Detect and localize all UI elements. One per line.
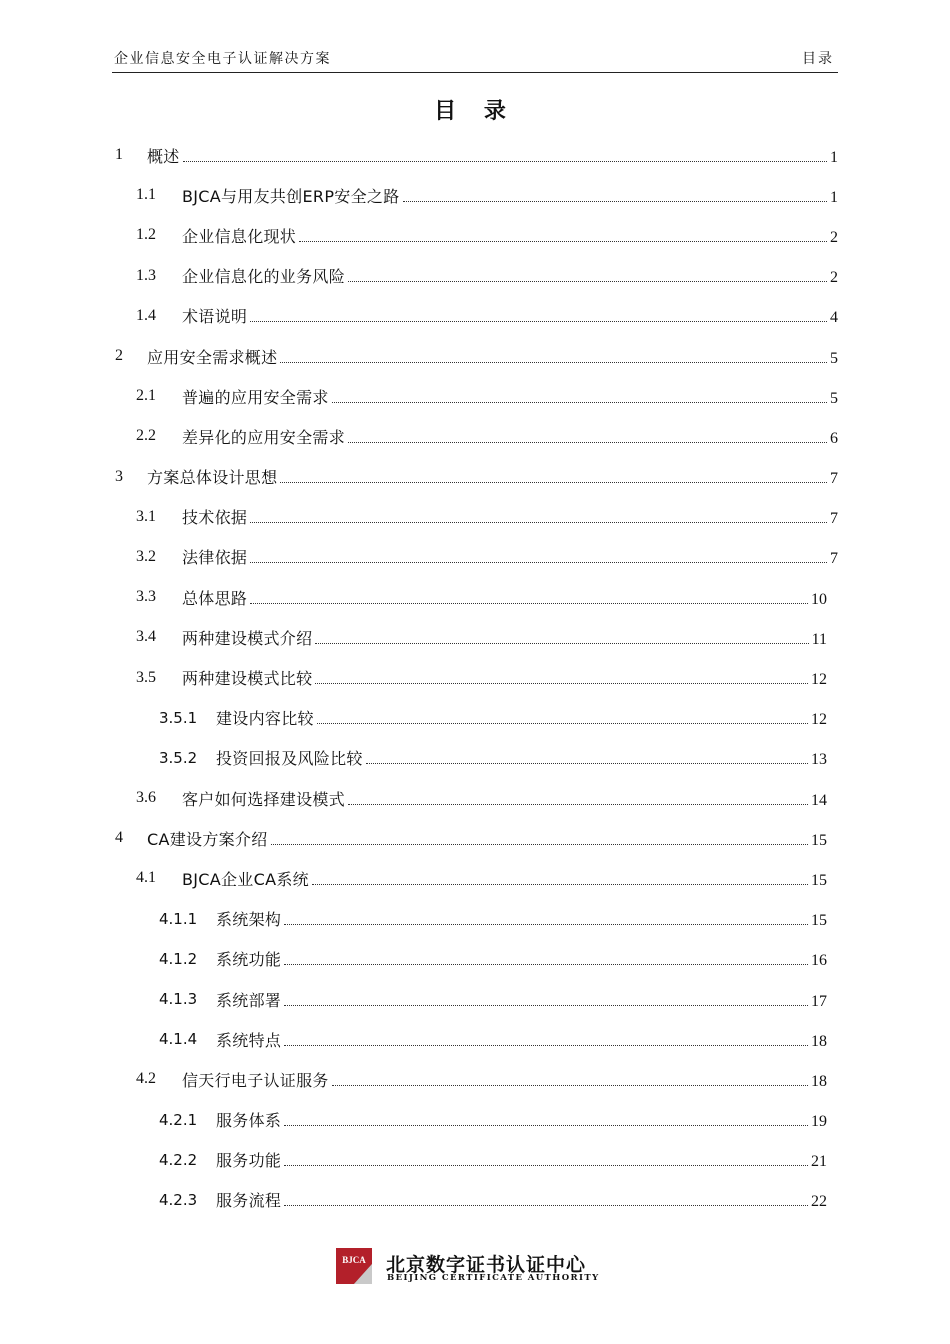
toc-entry-number: 1: [115, 146, 123, 164]
dot-leader: [317, 722, 808, 724]
toc-entry-page: 19: [811, 1113, 827, 1131]
toc-entry-number: 4.2.3: [159, 1190, 198, 1209]
toc-entry[interactable]: [112, 577, 838, 617]
toc-entry-page: 22: [811, 1193, 827, 1211]
toc-entry-page: 11: [811, 630, 827, 648]
toc-entry-page: 4: [830, 309, 838, 327]
toc-entry[interactable]: [112, 215, 838, 255]
toc-entry-title: 建设内容比较: [216, 709, 314, 729]
toc-entry-number: 3.1: [136, 507, 156, 525]
toc-entry-title: 术语说明: [182, 307, 248, 327]
bjca-logo-icon: [336, 1248, 372, 1284]
dot-leader: [250, 602, 808, 604]
toc-entry-title: 普遍的应用安全需求: [182, 387, 329, 407]
toc-entry-number: 4.1.3: [159, 990, 198, 1009]
toc-entry-title: BJCA与用友共创ERP安全之路: [182, 186, 400, 206]
toc-entry-number: 4.2.2: [159, 1150, 198, 1169]
toc-entry[interactable]: [112, 1059, 838, 1099]
toc-entry-title: 服务流程: [216, 1191, 282, 1211]
toc-entry[interactable]: [112, 537, 838, 577]
toc-entry-title: CA建设方案介绍: [147, 829, 268, 849]
toc-entry-page: 15: [811, 831, 827, 849]
toc-entry-page: 5: [830, 349, 838, 367]
toc-entry-page: 13: [811, 751, 827, 769]
dot-leader: [284, 1004, 808, 1006]
toc-entry[interactable]: [112, 1019, 838, 1059]
toc-entry-title: 方案总体设计思想: [147, 468, 278, 488]
toc-entry-title: 企业信息化的业务风险: [182, 267, 346, 287]
toc-entry[interactable]: [112, 296, 838, 336]
toc-entry-page: 7: [830, 550, 838, 568]
toc-entry-number: 3.5.2: [159, 748, 198, 767]
toc-entry-page: 1: [830, 148, 838, 166]
toc-entry-page: 2: [830, 228, 838, 246]
org-name-en: BEIJING CERTIFICATE AUTHORITY: [387, 1273, 600, 1283]
toc-entry-page: 5: [830, 389, 838, 407]
toc-entry-number: 1.4: [136, 306, 156, 324]
toc-entry-title: 概述: [147, 146, 180, 166]
toc-entry[interactable]: [112, 1140, 838, 1180]
dot-leader: [284, 1044, 808, 1046]
toc-entry[interactable]: [112, 135, 838, 175]
dot-leader: [250, 521, 827, 523]
toc-entry-number: 3.2: [136, 547, 156, 565]
toc-entry-page: 17: [811, 992, 827, 1010]
toc-entry-title: 法律依据: [182, 548, 248, 568]
toc-entry-number: 4.1.4: [159, 1030, 198, 1049]
toc-entry-number: 3.5: [136, 668, 156, 686]
toc-entry-number: 2.2: [136, 427, 156, 445]
toc-entry-number: 4.1.2: [159, 949, 198, 968]
toc-entry-page: 10: [811, 590, 827, 608]
toc-entry[interactable]: [112, 497, 838, 537]
toc-entry-page: 1: [830, 188, 838, 206]
toc-entry-page: 12: [811, 711, 827, 729]
toc-entry-title: 差异化的应用安全需求: [182, 427, 346, 447]
dot-leader: [315, 642, 808, 644]
toc-entry-number: 1.2: [136, 226, 156, 244]
toc-entry-page: 16: [811, 952, 827, 970]
toc-entry-title: 企业信息化现状: [182, 226, 297, 246]
dot-leader: [280, 361, 827, 363]
toc-entry-number: 2: [115, 347, 123, 365]
footer-logo: [336, 1248, 616, 1288]
toc-entry[interactable]: [112, 899, 838, 939]
toc-entry-page: 7: [830, 470, 838, 488]
toc-entry-page: 18: [811, 1032, 827, 1050]
toc-entry-page: 15: [811, 871, 827, 889]
toc-entry[interactable]: [112, 1180, 838, 1220]
toc-entry-number: 3: [115, 467, 123, 485]
header-doc-title: 企业信息安全电子认证解决方案: [114, 51, 331, 67]
toc-entry-title: 系统功能: [216, 950, 282, 970]
dot-leader: [250, 561, 827, 563]
toc-entry[interactable]: [112, 1100, 838, 1140]
toc-entry[interactable]: [112, 818, 838, 858]
dot-leader: [332, 1084, 808, 1086]
toc-entry-title: 信天行电子认证服务: [182, 1070, 329, 1090]
dot-leader: [284, 1164, 808, 1166]
toc-entry[interactable]: [112, 657, 838, 697]
toc-entry-title: 两种建设模式介绍: [182, 628, 313, 648]
dot-leader: [348, 280, 827, 282]
toc-entry[interactable]: [112, 175, 838, 215]
toc-entry-title: 两种建设模式比较: [182, 669, 313, 689]
toc-entry[interactable]: [112, 617, 838, 657]
org-name-cn: 北京数字证书认证中心: [386, 1254, 587, 1276]
toc-entry-number: 3.4: [136, 628, 156, 646]
toc-entry[interactable]: [112, 778, 838, 818]
dot-leader: [366, 762, 808, 764]
dot-leader: [280, 481, 827, 483]
toc-entry-title: 应用安全需求概述: [147, 347, 278, 367]
dot-leader: [348, 803, 808, 805]
toc-entry-number: 4.2: [136, 1070, 156, 1088]
toc-entry-number: 3.5.1: [159, 708, 198, 727]
toc-entry[interactable]: [112, 858, 838, 898]
toc-entry-number: 3.6: [136, 789, 156, 807]
toc-entry-title: 投资回报及风险比较: [216, 749, 363, 769]
toc-entry-number: 1.3: [136, 266, 156, 284]
toc-entry-page: 21: [811, 1153, 827, 1171]
toc-entry[interactable]: [112, 416, 838, 456]
toc-entry-title: 总体思路: [182, 588, 248, 608]
dot-leader: [284, 963, 808, 965]
toc-entry-title: 系统部署: [216, 990, 282, 1010]
dot-leader: [312, 883, 808, 885]
toc-entry[interactable]: [112, 698, 838, 738]
page-title: 目 录: [434, 99, 516, 124]
toc-entry-title: 技术依据: [182, 508, 248, 528]
dot-leader: [348, 441, 827, 443]
dot-leader: [284, 1124, 808, 1126]
toc-entry-page: 2: [830, 269, 838, 287]
toc-entry-page: 15: [811, 912, 827, 930]
dot-leader: [315, 682, 808, 684]
toc-entry-number: 1.1: [136, 186, 156, 204]
toc-entry[interactable]: [112, 376, 838, 416]
toc-entry-title: 系统特点: [216, 1030, 282, 1050]
dot-leader: [271, 843, 808, 845]
toc-entry[interactable]: [112, 457, 838, 497]
toc-entry-title: 客户如何选择建设模式: [182, 789, 346, 809]
toc-entry-page: 7: [830, 510, 838, 528]
toc-entry[interactable]: [112, 979, 838, 1019]
dot-leader: [284, 923, 808, 925]
dot-leader: [332, 401, 827, 403]
toc-entry-number: 4: [115, 829, 123, 847]
toc-entry[interactable]: [112, 256, 838, 296]
toc-entry-page: 12: [811, 671, 827, 689]
toc-entry[interactable]: [112, 939, 838, 979]
toc-entry-number: 3.3: [136, 588, 156, 606]
toc-entry-title: BJCA企业CA系统: [182, 869, 309, 889]
toc-entry-title: 服务体系: [216, 1111, 282, 1131]
dot-leader: [250, 320, 827, 322]
toc-entry-number: 4.1: [136, 869, 156, 887]
toc-entry-number: 4.1.1: [159, 909, 198, 928]
toc-entry-number: 2.1: [136, 387, 156, 405]
logo-mark-text: BJCA: [342, 1255, 366, 1265]
toc-entry[interactable]: [112, 336, 838, 376]
dot-leader: [284, 1204, 808, 1206]
toc-entry-number: 4.2.1: [159, 1110, 198, 1129]
header-section: 目录: [802, 51, 834, 67]
toc-entry-page: 18: [811, 1072, 827, 1090]
table-of-contents: [112, 135, 838, 1220]
toc-entry-title: 系统架构: [216, 910, 282, 930]
dot-leader: [183, 160, 827, 162]
toc-entry[interactable]: [112, 738, 838, 778]
dot-leader: [299, 240, 827, 242]
toc-entry-page: 6: [830, 429, 838, 447]
toc-entry-title: 服务功能: [216, 1151, 282, 1171]
page-header: [112, 44, 838, 73]
dot-leader: [403, 200, 828, 202]
toc-entry-page: 14: [811, 791, 827, 809]
